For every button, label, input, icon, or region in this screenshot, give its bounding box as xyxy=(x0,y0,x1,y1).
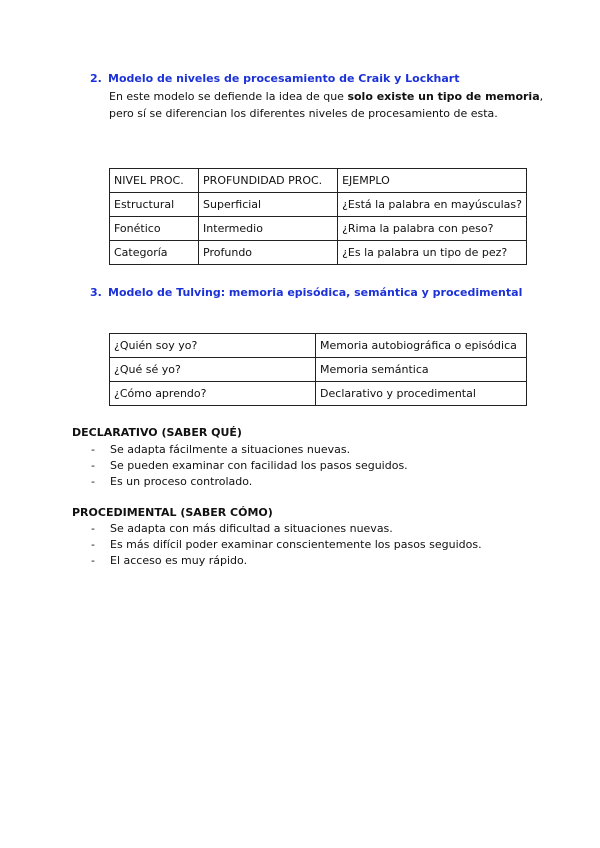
list-item xyxy=(86,458,408,474)
table-row xyxy=(110,217,527,241)
table-cell: ¿Es la palabra un tipo de pez? xyxy=(338,241,527,265)
section-2-number: 2. xyxy=(90,72,102,85)
declarativo-heading: DECLARATIVO (SABER QUÉ) xyxy=(72,426,242,439)
list-item xyxy=(86,537,482,553)
list-item-text: El acceso es muy rápido. xyxy=(110,554,248,567)
table-header-cell: PROFUNDIDAD PROC. xyxy=(199,169,338,193)
table-cell: Fonético xyxy=(110,217,199,241)
list-item xyxy=(86,442,408,458)
intro-text-comma: , xyxy=(539,90,544,103)
processing-levels-table xyxy=(109,168,527,265)
dash-bullet: - xyxy=(91,443,95,456)
section-2-title: Modelo de niveles de procesamiento de Craik y Lockhart xyxy=(108,72,460,85)
table-row xyxy=(110,382,527,406)
list-item-text: Se pueden examinar con facilidad los pasos seguidos. xyxy=(110,459,408,472)
table-cell: ¿Cómo aprendo? xyxy=(110,382,316,406)
section-3-title: Modelo de Tulving: memoria episódica, semántica y procedimental xyxy=(108,286,523,299)
intro-text-bold: solo existe un tipo de memoria xyxy=(347,90,540,103)
dash-bullet: - xyxy=(91,538,95,551)
list-item-text: Es un proceso controlado. xyxy=(110,475,253,488)
table-cell: Superficial xyxy=(199,193,338,217)
dash-bullet: - xyxy=(91,522,95,535)
table-header-row xyxy=(110,169,527,193)
section-2-heading xyxy=(90,72,459,85)
list-item-text: Es más difícil poder examinar conscientemente los pasos seguidos. xyxy=(110,538,482,551)
list-item-text: Se adapta fácilmente a situaciones nuevas. xyxy=(110,443,351,456)
table-cell: Declarativo y procedimental xyxy=(316,382,527,406)
table-cell: ¿Qué sé yo? xyxy=(110,358,316,382)
table-row xyxy=(110,334,527,358)
table-row xyxy=(110,358,527,382)
dash-bullet: - xyxy=(91,475,95,488)
table-header-cell: NIVEL PROC. xyxy=(110,169,199,193)
section-2-intro xyxy=(109,88,549,122)
table-cell: Memoria semántica xyxy=(316,358,527,382)
procedimental-heading: PROCEDIMENTAL (SABER CÓMO) xyxy=(72,506,273,519)
table-cell: Categoría xyxy=(110,241,199,265)
dash-bullet: - xyxy=(91,459,95,472)
table-header-cell: EJEMPLO xyxy=(338,169,527,193)
list-item xyxy=(86,553,482,569)
table-cell: ¿Quién soy yo? xyxy=(110,334,316,358)
section-3-heading xyxy=(90,286,522,299)
table-cell: Profundo xyxy=(199,241,338,265)
table-cell: Intermedio xyxy=(199,217,338,241)
table-row xyxy=(110,241,527,265)
section-3-number: 3. xyxy=(90,286,102,299)
list-item-text: Se adapta con más dificultad a situaciones nuevas. xyxy=(110,522,393,535)
list-item xyxy=(86,521,482,537)
intro-text-line2: pero sí se diferencian los diferentes niveles de procesamiento de esta. xyxy=(109,107,498,120)
procedimental-list xyxy=(86,521,482,569)
intro-text-start: En este modelo se defiende la idea de que xyxy=(109,90,348,103)
table-cell: ¿Rima la palabra con peso? xyxy=(338,217,527,241)
table-cell: ¿Está la palabra en mayúsculas? xyxy=(338,193,527,217)
list-item xyxy=(86,474,408,490)
table-cell: Estructural xyxy=(110,193,199,217)
dash-bullet: - xyxy=(91,554,95,567)
table-cell: Memoria autobiográfica o episódica xyxy=(316,334,527,358)
tulving-memory-table xyxy=(109,333,527,406)
declarativo-list xyxy=(86,442,408,490)
table-row xyxy=(110,193,527,217)
